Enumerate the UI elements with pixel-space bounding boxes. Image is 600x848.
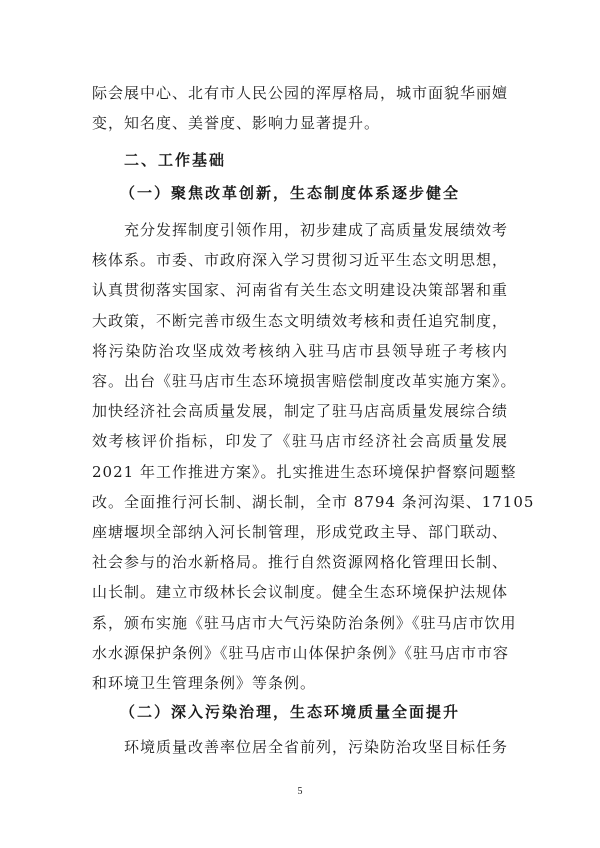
paragraph-line: 水水源保护条例》《驻马店市山体保护条例》《驻马店市市容: [92, 643, 510, 662]
paragraph-line: 核体系。市委、市政府深入学习贯彻习近平生态文明思想，: [92, 251, 509, 270]
paragraph-line: 系，颁布实施《驻马店市大气污染防治条例》《驻马店市饮用: [92, 613, 517, 632]
paragraph-line: 2021 年工作推进方案》。扎实推进生态环境保护督察问题整: [92, 462, 517, 481]
paragraph-line: 将污染防治攻坚成效考核纳入驻马店市县领导班子考核内: [92, 341, 508, 360]
page-number: 5: [297, 786, 303, 797]
paragraph-line: 加快经济社会高质量发展，制定了驻马店高质量发展综合绩: [92, 402, 509, 421]
subsection-1-title: （一）聚焦改革创新，生态制度体系逐步健全: [120, 184, 461, 202]
paragraph-line: 大政策，不断完善市级生态文明绩效考核和责任追究制度，: [92, 311, 509, 330]
paragraph-line: 社会参与的治水新格局。推行自然资源网格化管理田长制、: [92, 553, 509, 572]
intro-line-1: 际会展中心、北有市人民公园的浑厚格局，城市面貌华丽嬗: [92, 84, 509, 102]
intro-line-2: 变，知名度、美誉度、影响力显著提升。: [92, 114, 381, 132]
paragraph-line: 容。出台《驻马店市生态环境损害赔偿制度改革实施方案》。: [92, 372, 517, 390]
subsection-2-title: （二）深入污染治理，生态环境质量全面提升: [120, 703, 461, 721]
section-heading: 二、工作基础: [124, 151, 227, 169]
paragraph-line: 充分发挥制度引领作用，初步建成了高质量发展绩效考: [124, 221, 509, 239]
paragraph-line: 效考核评价指标，印发了《驻马店市经济社会高质量发展: [92, 432, 508, 451]
paragraph-line: 改。全面推行河长制、湖长制，全市 8794 条河沟渠、17105: [92, 492, 535, 511]
subsection-2-line-1: 环境质量改善率位居全省前列，污染防治攻坚目标任务: [124, 738, 509, 756]
paragraph-line: 认真贯彻落实国家、河南省有关生态文明建设决策部署和重: [92, 281, 509, 300]
paragraph-line: 座塘堰坝全部纳入河长制管理，形成党政主导、部门联动、: [92, 523, 509, 541]
paragraph-line: 山长制。建立市级林长会议制度。健全生态环境保护法规体: [92, 583, 509, 602]
paragraph-line: 和环境卫生管理条例》等条例。: [92, 674, 317, 692]
